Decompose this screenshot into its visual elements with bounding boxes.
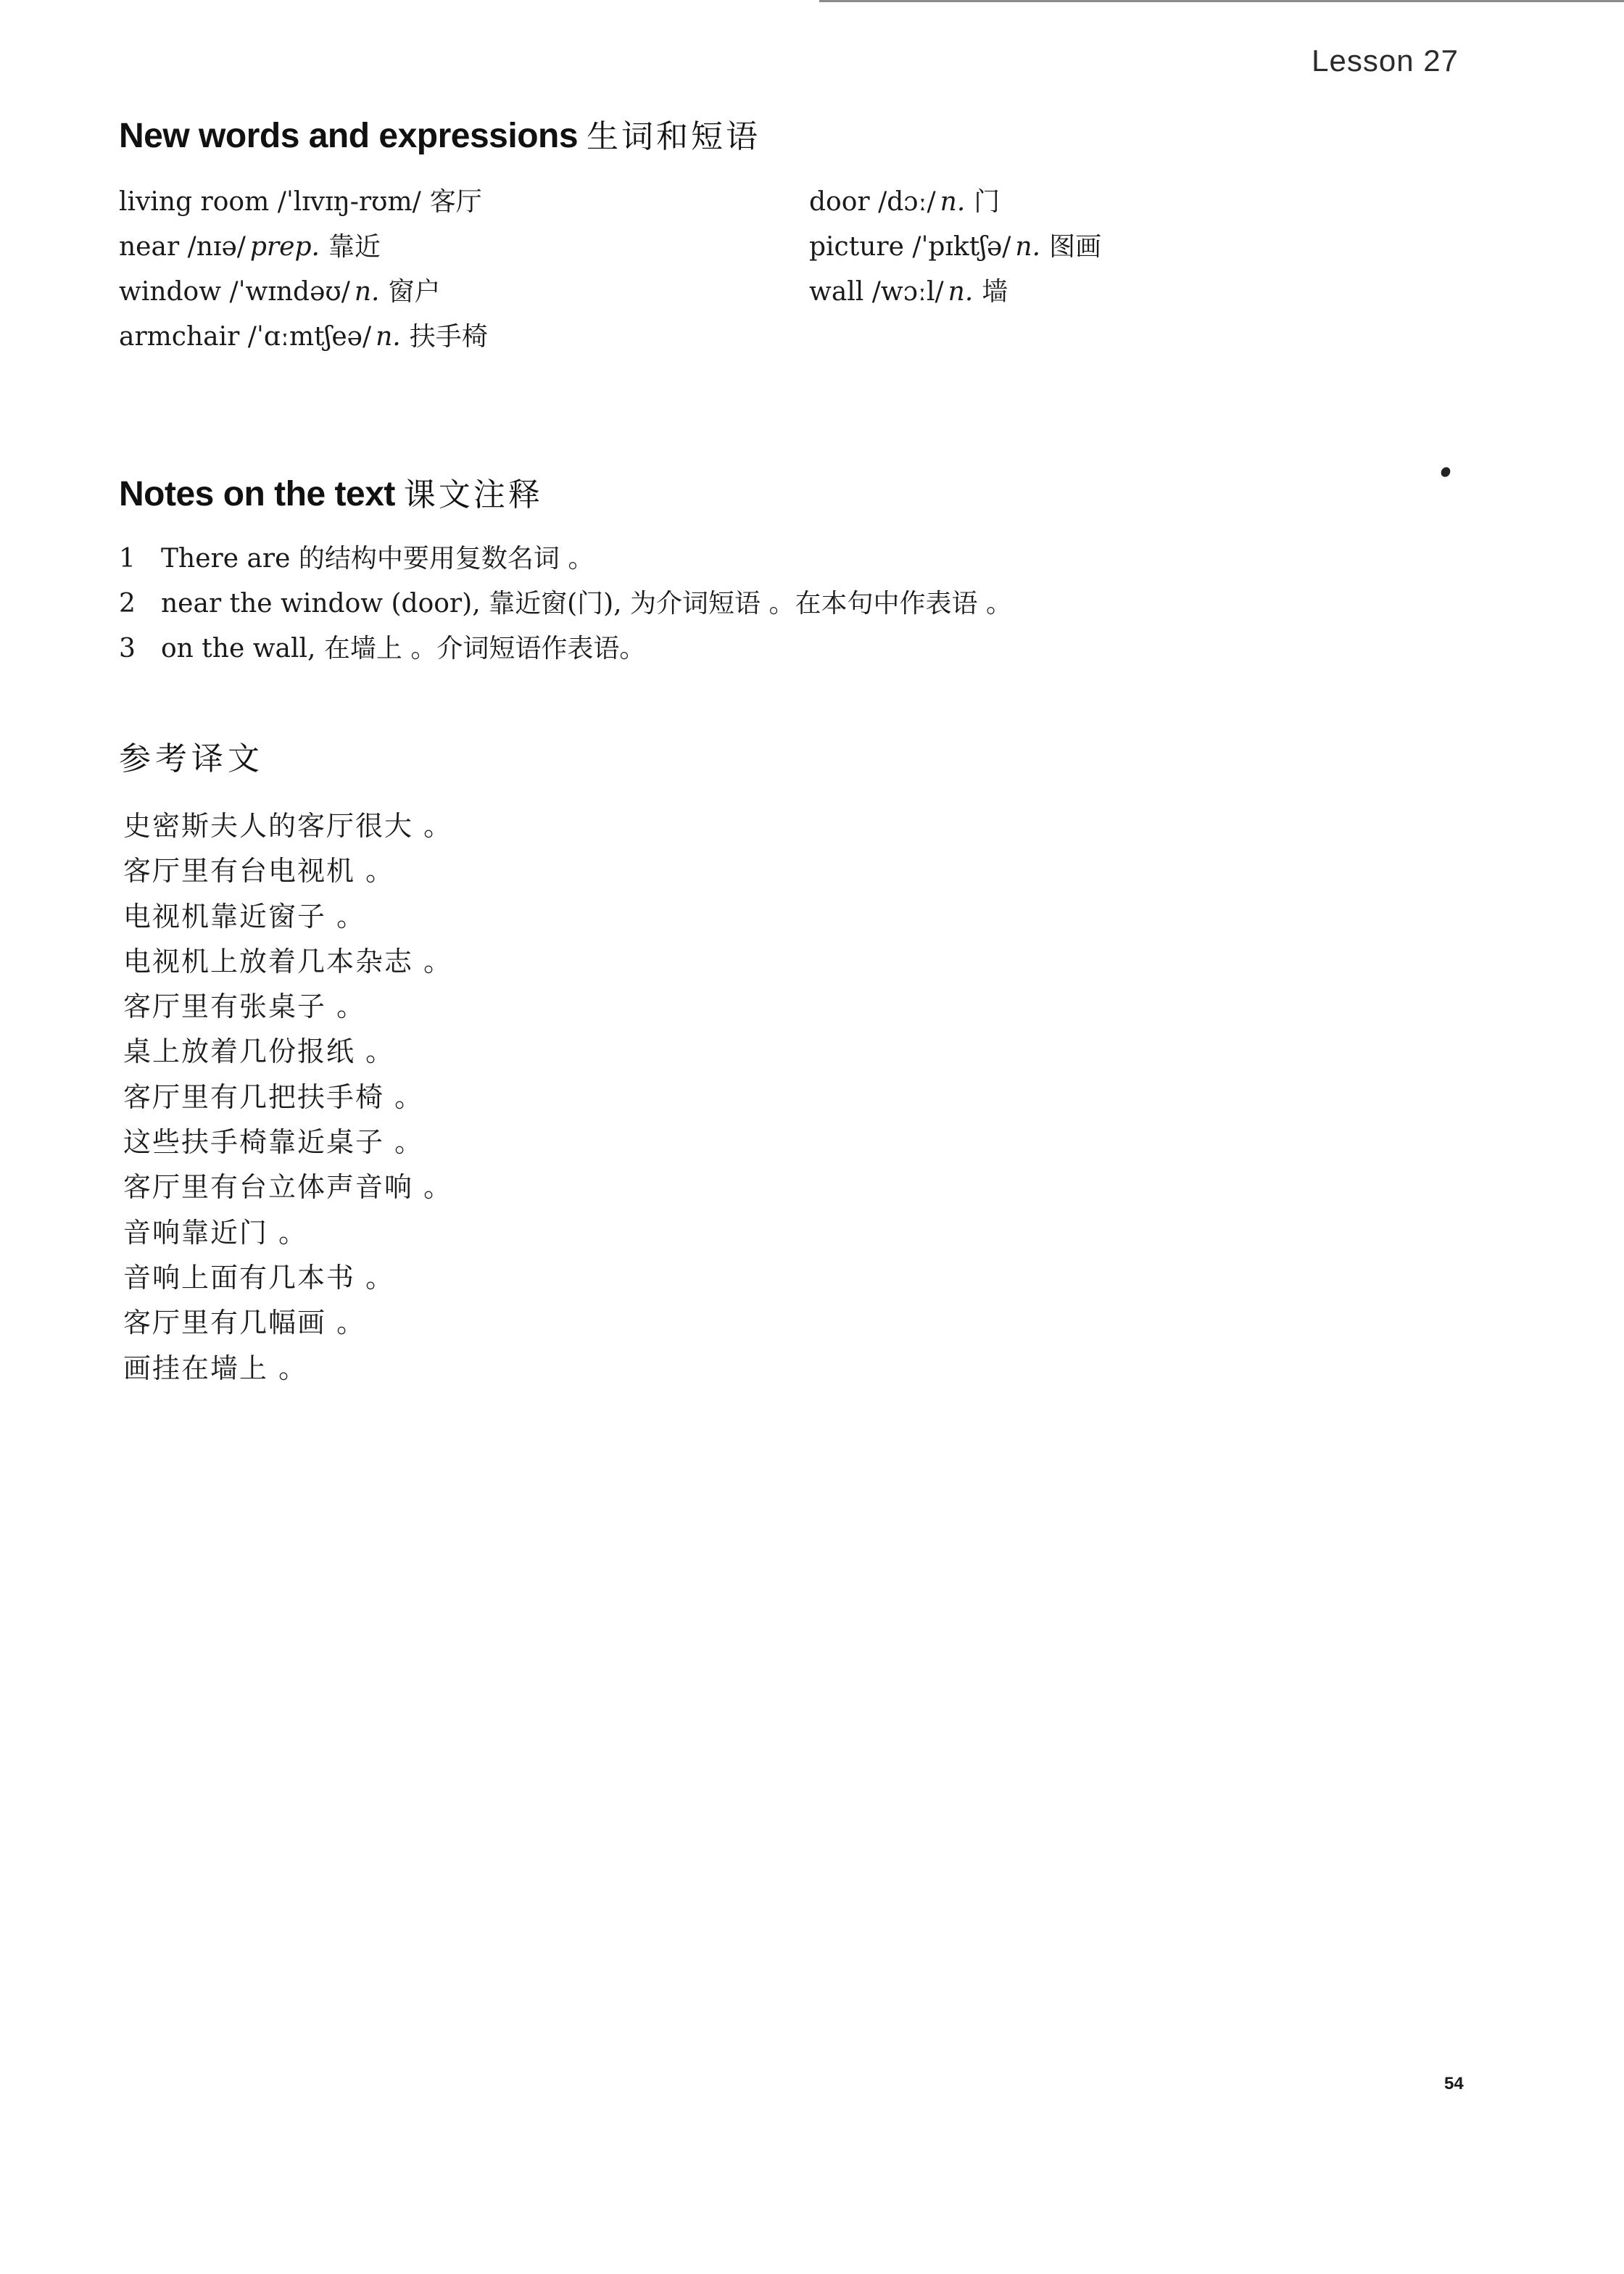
note-text: near the window (door), 靠近窗(门), 为介词短语 。在本句中作表语 。: [161, 589, 1012, 619]
vocab-phonetic: /nɪə/: [187, 232, 246, 262]
vocab-meaning: 扶手椅: [409, 322, 488, 352]
vocab-pos: n.: [948, 277, 974, 307]
vocab-meaning: 墙: [982, 277, 1008, 307]
notes-heading-en: Notes on the text: [119, 475, 395, 513]
new-words-heading: [119, 110, 761, 157]
translation-line: 音响上面有几本书 。: [123, 1261, 395, 1294]
vocab-word: living room: [119, 187, 270, 217]
vocab-item: [119, 315, 488, 360]
translation-line: 音响靠近门 。: [123, 1216, 308, 1249]
vocab-pos: n.: [1015, 232, 1041, 262]
note-number: 3: [119, 634, 136, 663]
note-item: [119, 537, 1012, 582]
vocab-meaning: 靠近: [328, 232, 381, 262]
note-number: 2: [119, 589, 136, 619]
vocab-item: [809, 270, 1101, 315]
vocab-item: [809, 225, 1101, 270]
reference-translation: [123, 803, 452, 1391]
vocab-word: window: [119, 277, 222, 307]
vocab-meaning: 窗户: [388, 277, 441, 307]
vocab-word: picture: [809, 232, 904, 262]
vocab-phonetic: /wɔːl/: [871, 277, 944, 307]
new-words-heading-cn: 生词和短语: [587, 118, 761, 155]
translation-line: 电视机靠近窗子 。: [123, 900, 366, 933]
translation-line: 桌上放着几份报纸 。: [123, 1035, 395, 1068]
notes-heading: [119, 468, 543, 515]
vocab-word: wall: [809, 277, 864, 307]
translation-line: 这些扶手椅靠近桌子 。: [123, 1126, 424, 1159]
vocab-right-column: [809, 180, 1101, 315]
note-number: 1: [119, 544, 136, 574]
notes-heading-cn: 课文注释: [403, 476, 543, 513]
translation-line: 客厅里有台立体声音响 。: [123, 1171, 453, 1204]
translation-line: 客厅里有台电视机 。: [123, 855, 395, 888]
vocab-left-column: [119, 180, 488, 360]
lesson-label: Lesson 27: [1312, 44, 1459, 78]
note-text: There are 的结构中要用复数名词 。: [161, 544, 594, 574]
reference-translation-heading: 参考译文: [119, 740, 264, 777]
translation-line: 史密斯夫人的客厅很大 。: [123, 810, 453, 842]
ink-speck: [1439, 466, 1452, 479]
translation-line: 画挂在墙上 。: [123, 1352, 308, 1384]
vocab-pos: prep.: [249, 232, 320, 262]
vocab-phonetic: /ˈwɪndəʊ/: [229, 277, 350, 307]
note-item: [119, 627, 1012, 671]
vocab-meaning: 客厅: [429, 187, 482, 217]
new-words-heading-en: New words and expressions: [119, 117, 579, 155]
vocab-phonetic: /ˈlɪvɪŋ-rʊm/: [277, 187, 421, 217]
vocab-word: near: [119, 232, 180, 262]
vocab-item: [119, 270, 488, 315]
vocab-item: [119, 180, 488, 225]
page-number: 54: [1444, 2074, 1464, 2093]
notes-list: [119, 537, 1012, 671]
vocab-meaning: 门: [974, 187, 1000, 217]
vocab-pos: n.: [354, 277, 380, 307]
translation-line: 客厅里有张桌子 。: [123, 991, 366, 1023]
vocab-meaning: 图画: [1049, 232, 1102, 262]
vocab-word: door: [809, 187, 870, 217]
note-text: on the wall, 在墙上 。介词短语作表语。: [161, 634, 646, 663]
vocab-phonetic: /ˈpɪktʃə/: [912, 232, 1011, 262]
translation-line: 客厅里有几幅画 。: [123, 1307, 366, 1339]
note-item: [119, 582, 1012, 627]
vocab-item: [809, 180, 1101, 225]
top-rule: [819, 0, 1624, 2]
vocab-phonetic: /dɔː/: [878, 187, 936, 217]
vocab-word: armchair: [119, 322, 240, 352]
vocab-pos: n.: [940, 187, 966, 217]
translation-line: 客厅里有几把扶手椅 。: [123, 1080, 424, 1113]
vocab-item: [119, 225, 488, 270]
vocab-pos: n.: [376, 322, 401, 352]
vocab-phonetic: /ˈɑːmtʃeə/: [247, 322, 372, 352]
translation-line: 电视机上放着几本杂志 。: [123, 945, 453, 977]
